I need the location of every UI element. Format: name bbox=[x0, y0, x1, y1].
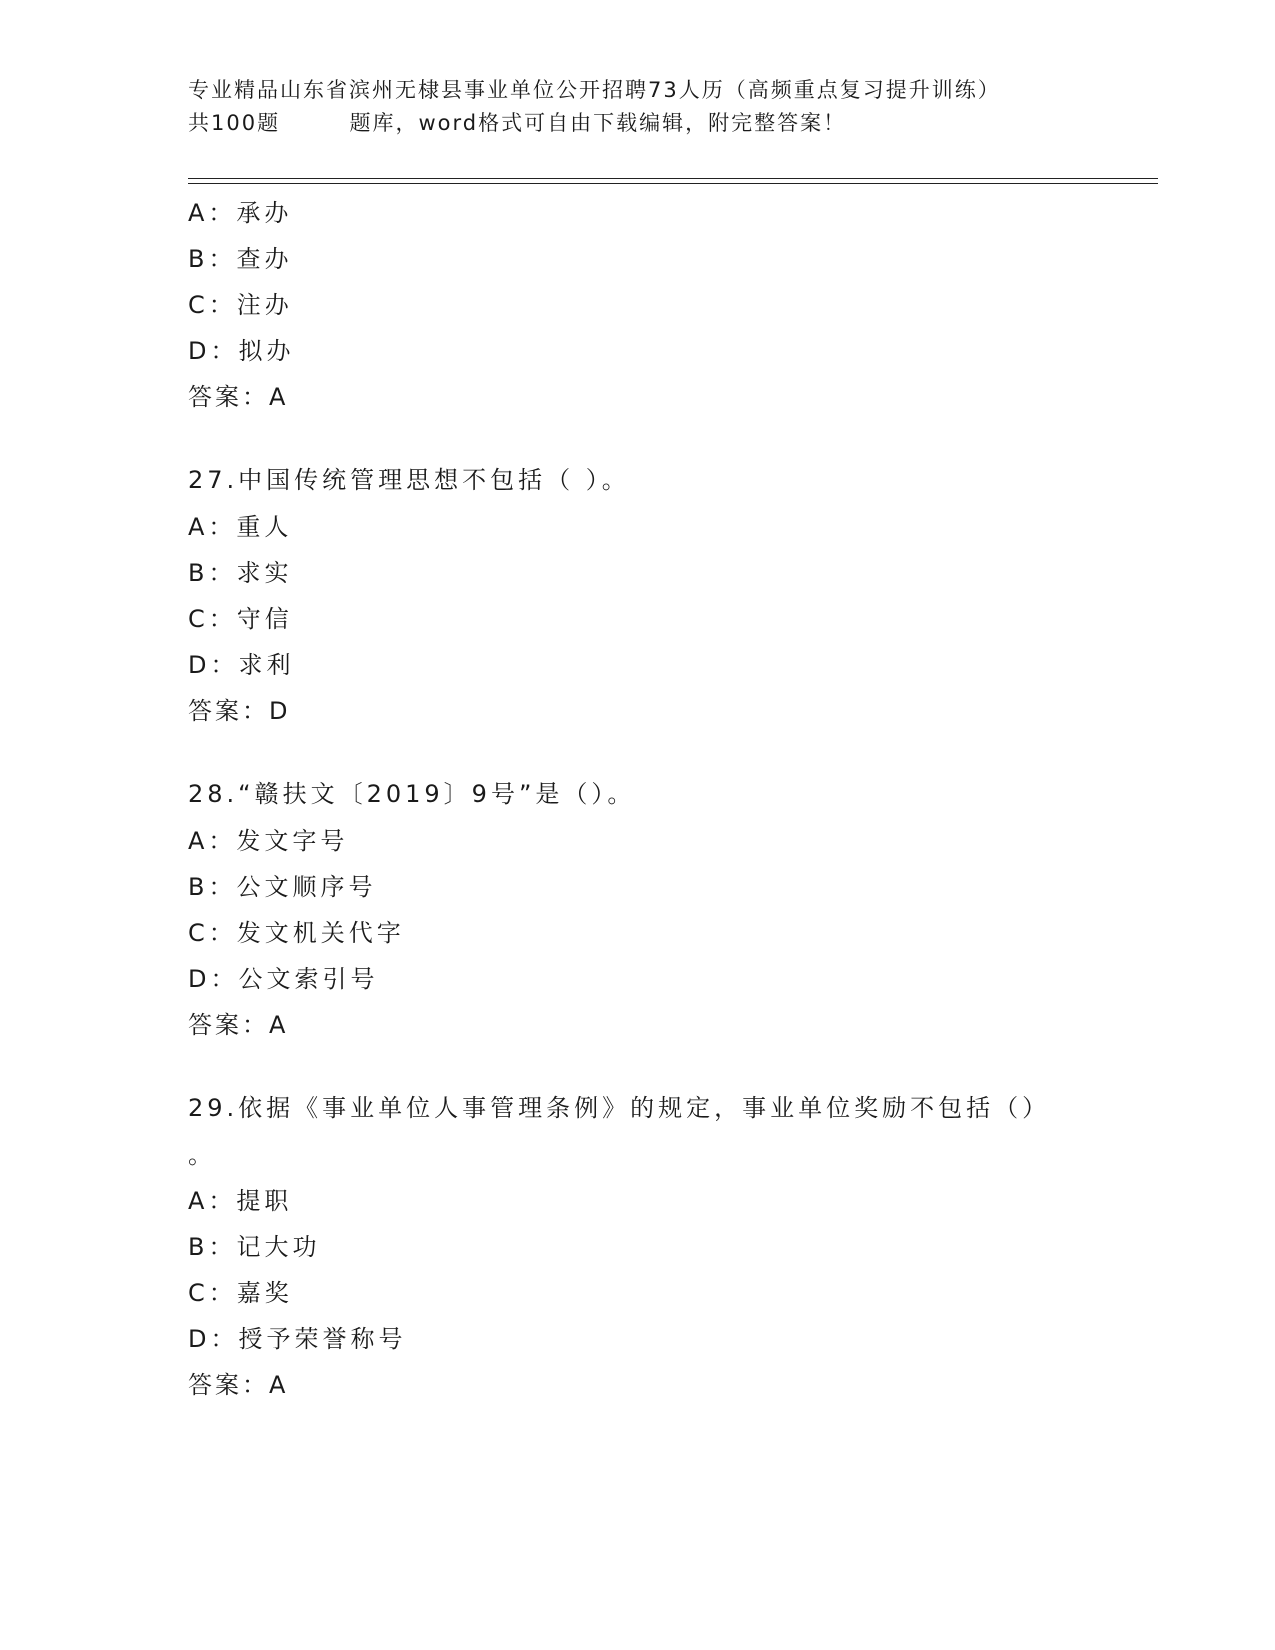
answer: 答案：A bbox=[188, 383, 289, 411]
header-title-line2: 共100题 题库，word格式可自由下载编辑，附完整答案！ bbox=[188, 111, 847, 135]
answer: 答案：A bbox=[188, 1011, 289, 1039]
option-a: A：承办 bbox=[188, 199, 293, 227]
option-b: B：求实 bbox=[188, 559, 293, 587]
question-27 bbox=[188, 456, 1148, 734]
option-c: C：注办 bbox=[188, 291, 293, 319]
option-a: A：发文字号 bbox=[188, 827, 349, 855]
option-d: D：公文索引号 bbox=[188, 965, 379, 993]
question-26-continued bbox=[188, 190, 1148, 420]
option-b: B：记大功 bbox=[188, 1233, 321, 1261]
question-29 bbox=[188, 1084, 1148, 1408]
option-d: D：授予荣誉称号 bbox=[188, 1325, 407, 1353]
header-divider-bottom bbox=[188, 183, 1158, 184]
option-c: C：嘉奖 bbox=[188, 1279, 293, 1307]
question-title: 27.中国传统管理思想不包括（ ）。 bbox=[188, 466, 630, 494]
answer: 答案：D bbox=[188, 697, 291, 725]
document-header bbox=[188, 74, 1168, 140]
option-b: B：公文顺序号 bbox=[188, 873, 377, 901]
header-title-line1: 专业精品山东省滨州无棣县事业单位公开招聘73人历（高频重点复习提升训练） bbox=[188, 78, 1001, 102]
option-d: D：求利 bbox=[188, 651, 295, 679]
option-c: C：守信 bbox=[188, 605, 293, 633]
question-title: 29.依据《事业单位人事管理条例》的规定，事业单位奖励不包括（） bbox=[188, 1094, 1051, 1122]
option-c: C：发文机关代字 bbox=[188, 919, 405, 947]
question-title-continuation: 。 bbox=[188, 1141, 216, 1169]
question-title: 28.“赣扶文〔2019〕9号”是（）。 bbox=[188, 780, 636, 808]
question-28 bbox=[188, 770, 1148, 1048]
option-a: A：重人 bbox=[188, 513, 293, 541]
answer: 答案：A bbox=[188, 1371, 289, 1399]
header-divider-top bbox=[188, 178, 1158, 179]
option-d: D：拟办 bbox=[188, 337, 295, 365]
option-a: A：提职 bbox=[188, 1187, 293, 1215]
question-list bbox=[188, 190, 1148, 1408]
option-b: B：查办 bbox=[188, 245, 293, 273]
